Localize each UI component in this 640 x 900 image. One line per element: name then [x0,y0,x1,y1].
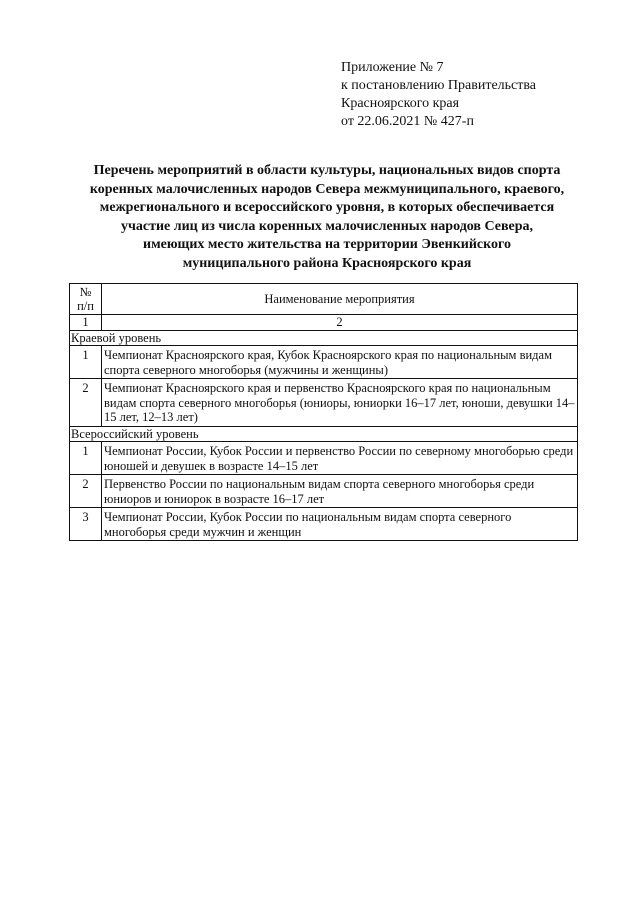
header-number-abbr: п/п [77,299,94,313]
title-line: коренных малочисленных народов Севера межмуниципального, краевого, [89,181,565,197]
appendix-line: от 22.06.2021 № 427-п [341,114,474,129]
row-event-name: Чемпионат Красноярского края, Кубок Красноярского края по национальным видам спорта северного многоборья (мужчины и женщины) [102,346,578,379]
column-index-row [70,315,578,331]
row-number: 3 [70,508,102,541]
appendix-line: к постановлению Правительства [341,78,537,93]
appendix-block [341,59,536,131]
events-table [69,283,578,541]
appendix-line: Красноярского края [341,96,460,111]
column-index-1: 1 [70,315,102,331]
table-row [70,346,578,379]
header-number-symbol: № [79,285,92,299]
appendix-line: Приложение № 7 [341,60,444,75]
table-row [70,508,578,541]
section-row-regional [70,330,578,346]
row-number: 1 [70,346,102,379]
row-number: 1 [70,442,102,475]
section-row-federal [70,426,578,442]
table-row [70,442,578,475]
header-event-name: Наименование мероприятия [102,284,578,315]
table-row [70,475,578,508]
title-line: участие лиц из числа коренных малочисленных народов Севера, [120,218,534,234]
row-number: 2 [70,379,102,427]
table-header-row [70,284,578,315]
column-index-2: 2 [102,315,578,331]
table-row [70,379,578,427]
row-event-name: Первенство России по национальным видам спорта северного многоборья среди юниоров и юниорок в возрасте 16–17 лет [102,475,578,508]
title-line: межрегионального и всероссийского уровня, в которых обеспечивается [99,200,555,216]
row-number: 2 [70,475,102,508]
section-title: Краевой уровень [70,330,578,346]
row-event-name: Чемпионат России, Кубок России и первенство России по северному многоборью среди юношей и девушек в возрасте 14–15 лет [102,442,578,475]
row-event-name: Чемпионат Красноярского края и первенство Красноярского края по национальным видам спорта северного многоборья (юниоры, юниорки 16–17 лет, юноши, девушки 14–15 лет, 12–13 лет) [102,379,578,427]
document-title [60,162,594,274]
row-event-name: Чемпионат России, Кубок России по национальным видам спорта северного многоборья среди мужчин и женщин [102,508,578,541]
title-line: муниципального района Красноярского края [182,255,472,271]
title-line: Перечень мероприятий в области культуры, национальных видов спорта [93,163,561,178]
section-title: Всероссийский уровень [70,426,578,442]
title-line: имеющих место жительства на территории Эвенкийского [143,237,511,253]
header-number [70,284,102,315]
